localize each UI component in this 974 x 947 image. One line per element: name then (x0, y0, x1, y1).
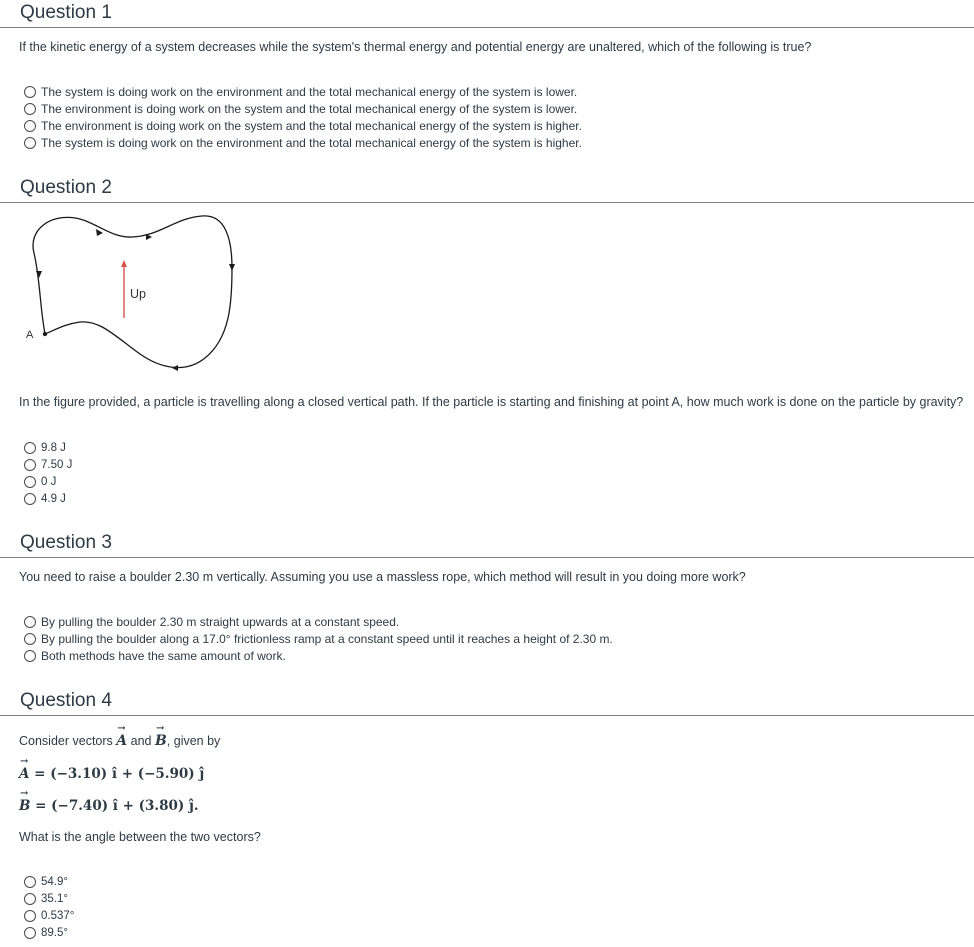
option-label: 4.9 J (41, 492, 66, 505)
question-1-option-2[interactable] (24, 100, 582, 117)
vector-b-rhs: = (−7.40) î + (3.80) ĵ. (30, 798, 199, 814)
option-label: The environment is doing work on the system and the total mechanical energy of the system is higher. (41, 118, 582, 133)
vector-a-rhs: = (−3.10) î + (−5.90) ĵ (29, 766, 205, 782)
question-2-title: Question 2 (20, 177, 112, 198)
intro-text: Consider vectors (19, 734, 117, 748)
option-label: 54.9° (41, 875, 68, 888)
question-1-header (0, 0, 974, 28)
question-3-options (24, 613, 613, 664)
question-4-header (0, 688, 974, 716)
option-label: 0 J (41, 475, 57, 488)
option-label: 9.8 J (41, 441, 66, 454)
option-label: 0.537° (41, 909, 75, 922)
up-arrow-icon (121, 260, 127, 267)
radio-button[interactable] (24, 459, 36, 471)
question-1-text: If the kinetic energy of a system decreases while the system's thermal energy and potential energy are unaltered, which of the following is true? (19, 40, 812, 54)
path-arrowhead-icon (146, 234, 152, 240)
radio-button[interactable] (24, 476, 36, 488)
question-2-option-3[interactable] (24, 473, 72, 490)
vector-a-symbol: → A (116, 733, 127, 749)
radio-button[interactable] (24, 120, 36, 132)
path-arrowhead-icon (229, 264, 235, 271)
vector-a-equation (19, 766, 204, 782)
option-label: The environment is doing work on the system and the total mechanical energy of the system is lower. (41, 101, 578, 116)
radio-button[interactable] (24, 927, 36, 939)
question-2-option-4[interactable] (24, 490, 72, 507)
option-label: The system is doing work on the environment and the total mechanical energy of the system is higher. (41, 135, 582, 150)
radio-button[interactable] (24, 893, 36, 905)
option-label: 89.5° (41, 926, 68, 939)
up-label: Up (130, 287, 146, 301)
question-3-option-3[interactable] (24, 647, 613, 664)
question-2-options (24, 439, 72, 507)
radio-button[interactable] (24, 442, 36, 454)
path-arrowhead-icon (96, 229, 103, 236)
option-label: 35.1° (41, 892, 68, 905)
question-3-header (0, 530, 974, 558)
question-4-option-3[interactable] (24, 907, 74, 924)
question-1-option-3[interactable] (24, 117, 582, 134)
radio-button[interactable] (24, 616, 36, 628)
vector-b-symbol: → B (155, 733, 167, 749)
question-4-options (24, 873, 74, 941)
radio-button[interactable] (24, 103, 36, 115)
question-4-option-4[interactable] (24, 924, 74, 941)
option-label: 7.50 J (41, 458, 73, 471)
vector-b-lhs: → B (19, 798, 30, 814)
question-4-title: Question 4 (20, 690, 112, 711)
path-arrowhead-icon (36, 271, 42, 278)
radio-button[interactable] (24, 493, 36, 505)
radio-button[interactable] (24, 650, 36, 662)
question-2-option-2[interactable] (24, 456, 72, 473)
option-label: By pulling the boulder 2.30 m straight upwards at a constant speed. (41, 614, 400, 629)
question-2-option-1[interactable] (24, 439, 72, 456)
vector-b-equation (19, 798, 199, 814)
option-label: Both methods have the same amount of work. (41, 648, 286, 663)
question-4-option-2[interactable] (24, 890, 74, 907)
option-label: The system is doing work on the environment and the total mechanical energy of the system is lower. (41, 84, 578, 99)
question-1-option-4[interactable] (24, 134, 582, 151)
question-2-header (0, 175, 974, 203)
question-2-text: In the figure provided, a particle is travelling along a closed vertical path. If the particle is starting and finishing at point A, how much work is done on the particle by gravity? (19, 395, 964, 409)
question-4-intro (19, 733, 220, 749)
question-3-option-1[interactable] (24, 613, 613, 630)
point-a-dot (43, 332, 47, 336)
question-1-option-1[interactable] (24, 83, 582, 100)
intro-text: , given by (166, 734, 221, 748)
question-1-options (24, 83, 582, 151)
intro-text: and (127, 734, 155, 748)
radio-button[interactable] (24, 910, 36, 922)
path-arrowhead-icon (172, 365, 178, 371)
radio-button[interactable] (24, 876, 36, 888)
question-3-text: You need to raise a boulder 2.30 m vertically. Assuming you use a massless rope, which method will result in you doing more work? (19, 570, 746, 584)
question-1-title: Question 1 (20, 2, 112, 23)
radio-button[interactable] (24, 633, 36, 645)
question-4-text: What is the angle between the two vectors? (19, 830, 261, 844)
vector-a-lhs: → A (19, 766, 29, 782)
question-3-option-2[interactable] (24, 630, 613, 647)
closed-path-figure (20, 208, 240, 383)
point-a-label: A (26, 329, 34, 341)
question-4-option-1[interactable] (24, 873, 74, 890)
question-3-title: Question 3 (20, 532, 112, 553)
option-label: By pulling the boulder along a 17.0° frictionless ramp at a constant speed until it reaches a height of 2.30 m. (41, 631, 613, 646)
radio-button[interactable] (24, 137, 36, 149)
closed-path-diagram (20, 208, 240, 378)
radio-button[interactable] (24, 86, 36, 98)
